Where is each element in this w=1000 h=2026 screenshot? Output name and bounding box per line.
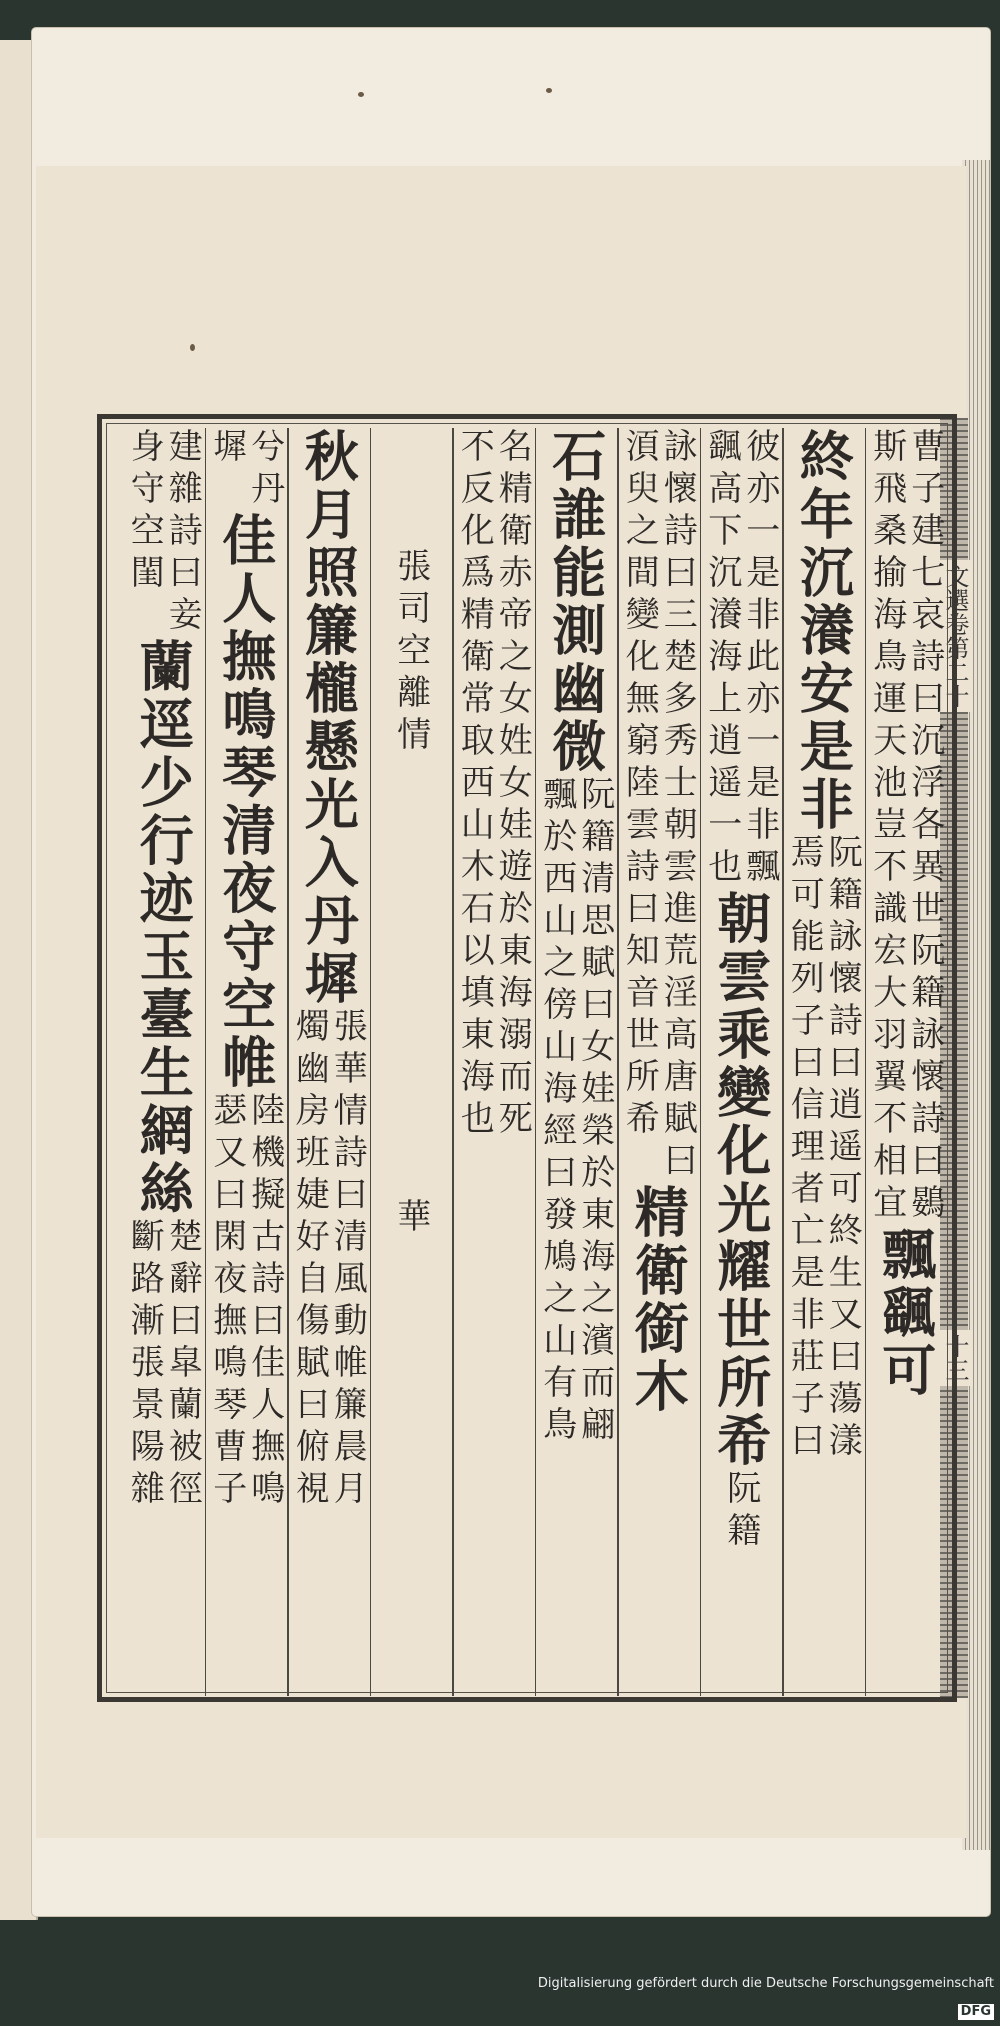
double-line-note bbox=[124, 1218, 203, 1512]
dfg-logo: DFG bbox=[958, 2004, 994, 2020]
text-column bbox=[535, 428, 618, 1696]
double-line-note bbox=[289, 1008, 368, 1512]
text-column bbox=[452, 428, 535, 1696]
text-column bbox=[617, 428, 700, 1696]
annotation-text: 離情 bbox=[390, 674, 431, 758]
column-rule bbox=[865, 428, 867, 1696]
footer-credit-text: Digitalisierung gefördert durch die Deutsche Forschungsgemeinschaft bbox=[537, 1976, 994, 1991]
note-line: 墀 bbox=[206, 428, 247, 470]
text-column bbox=[865, 428, 948, 1696]
double-line-note bbox=[206, 428, 285, 512]
double-line-note bbox=[619, 428, 698, 1184]
column-rule bbox=[617, 428, 619, 1696]
ink-speck bbox=[190, 344, 195, 351]
double-line-note bbox=[784, 834, 863, 1464]
margin-page-number: 十三 bbox=[938, 1330, 973, 1386]
note-line: 瑟又曰閑夜撫鳴琴曹子 bbox=[206, 1092, 247, 1512]
annotation-text: 阮籍 bbox=[720, 1470, 761, 1554]
note-line: 身守空閨 bbox=[124, 428, 165, 596]
note-line: 颻高下沉瀁海上逍遥一也 bbox=[701, 428, 742, 890]
note-line: 湏臾之間變化無窮陸雲詩曰知音世所希 bbox=[619, 428, 660, 1142]
note-line: 彼亦一是非此亦一是非飄 bbox=[739, 428, 780, 890]
text-column bbox=[287, 428, 370, 1696]
column-rule bbox=[700, 428, 702, 1696]
column-rule bbox=[205, 428, 207, 1696]
double-line-note bbox=[536, 776, 615, 1448]
note-line: 飄於西山之傍山海經曰發鳩之山有鳥 bbox=[536, 776, 577, 1448]
note-line: 斷路漸張景陽雜 bbox=[124, 1218, 165, 1512]
ink-speck bbox=[546, 88, 552, 93]
text-column bbox=[782, 428, 865, 1696]
main-text: 石誰能測幽微 bbox=[543, 428, 608, 776]
main-text: 秋月照簾櫳懸光入丹墀 bbox=[296, 428, 361, 1008]
column-rule bbox=[370, 428, 372, 1696]
column-rule bbox=[535, 428, 537, 1696]
note-line: 張華情詩曰清風動帷簾晨月 bbox=[327, 1008, 368, 1512]
text-column bbox=[122, 428, 205, 1696]
main-text: 終年沉瀁安是非 bbox=[791, 428, 856, 834]
note-line: 建雜詩曰妾 bbox=[162, 428, 203, 638]
note-line: 燭幽房班婕好自傷賦曰俯視 bbox=[289, 1008, 330, 1512]
annotation-text: 張司空 bbox=[390, 548, 431, 674]
note-line: 阮籍清思賦曰女娃榮於東海之濱而翩 bbox=[574, 776, 615, 1448]
double-line-note bbox=[454, 428, 533, 1142]
main-text: 飄颻可 bbox=[873, 1226, 938, 1400]
text-column bbox=[205, 428, 288, 1696]
note-line: 斯飛桑揄海鳥運天池豈不識宏大羽翼不相宜 bbox=[866, 428, 907, 1226]
text-column bbox=[700, 428, 783, 1696]
annotation-text: 華 bbox=[390, 1198, 431, 1240]
column-rule bbox=[287, 428, 289, 1696]
note-line: 焉可能列子曰信理者亡是非莊子曰 bbox=[784, 834, 825, 1464]
note-line: 詠懷詩曰三楚多秀士朝雲進荒淫高唐賦曰 bbox=[657, 428, 698, 1184]
main-text: 蘭逕少行迹玉臺生網絲 bbox=[131, 638, 196, 1218]
note-line: 兮丹 bbox=[244, 428, 285, 512]
text-column bbox=[370, 428, 453, 1696]
double-line-note bbox=[701, 428, 780, 890]
double-line-note bbox=[206, 1092, 285, 1512]
note-line: 名精衛赤帝之女姓女娃遊於東海溺而死 bbox=[492, 428, 533, 1142]
footer-credit bbox=[520, 1970, 1000, 2019]
note-line: 阮籍詠懷詩曰逍遥可終生又曰蕩漾 bbox=[822, 834, 863, 1464]
column-rule bbox=[782, 428, 784, 1696]
margin-title: 文選卷第二十 bbox=[938, 560, 973, 712]
column-rule bbox=[452, 428, 454, 1696]
main-text: 佳人撫鳴琴清夜守空帷 bbox=[213, 512, 278, 1092]
note-line: 陸機擬古詩曰佳人撫鳴 bbox=[244, 1092, 285, 1512]
note-line: 不反化爲精衛常取西山木石以填東海也 bbox=[454, 428, 495, 1142]
note-line: 楚辭曰皐蘭被徑 bbox=[162, 1218, 203, 1512]
double-line-note bbox=[124, 428, 203, 638]
note-line: 曹子建七哀詩曰沉浮各異世阮籍詠懷詩曰鷃 bbox=[904, 428, 945, 1226]
ink-speck bbox=[358, 92, 364, 97]
text-frame bbox=[97, 414, 957, 1702]
main-text: 精衛銜木 bbox=[626, 1184, 691, 1416]
double-line-note bbox=[866, 428, 945, 1226]
main-text: 朝雲乘變化光耀世所希 bbox=[708, 890, 773, 1470]
